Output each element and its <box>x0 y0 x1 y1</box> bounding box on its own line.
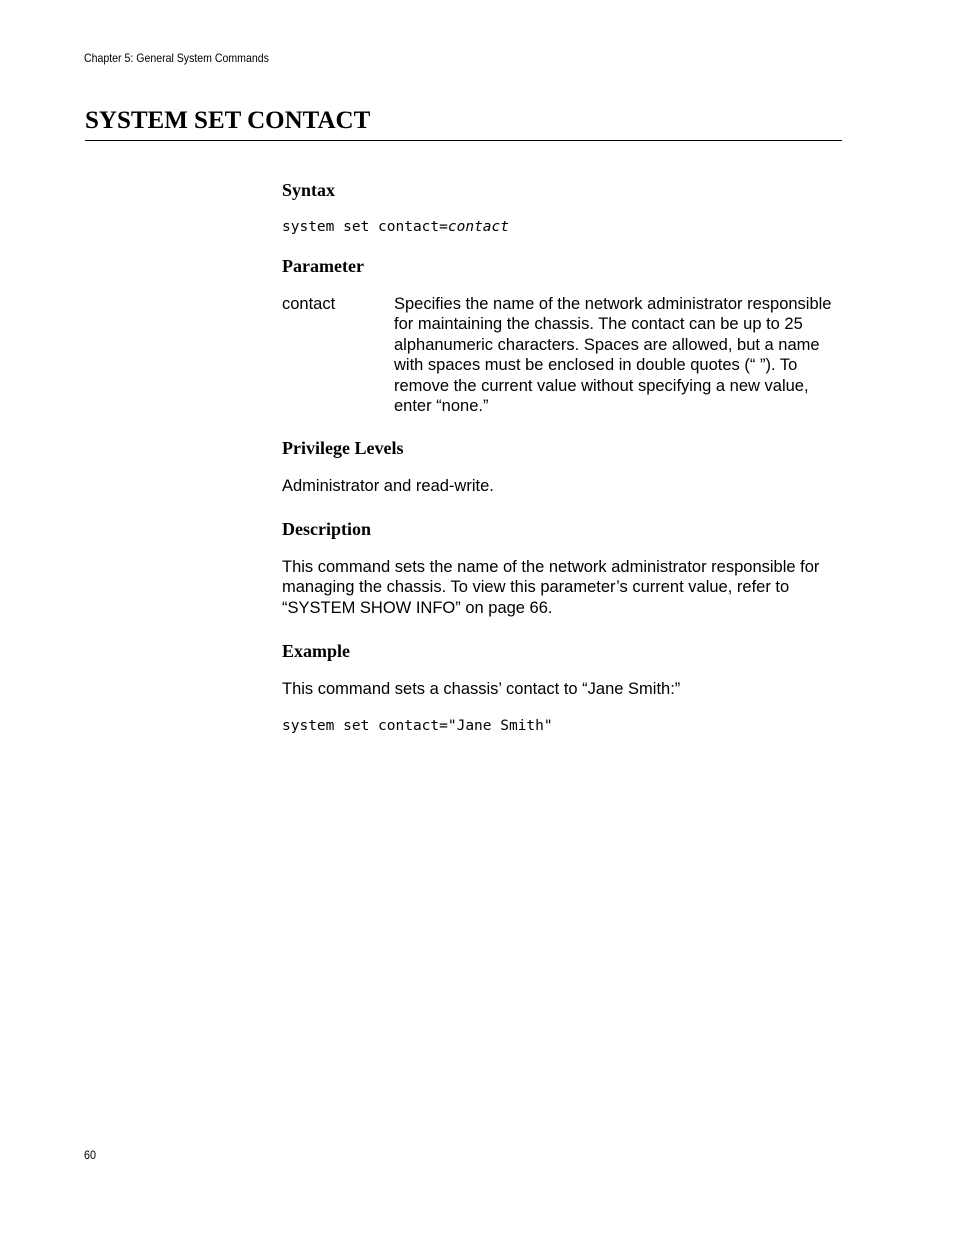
syntax-code <box>282 217 509 237</box>
parameter-heading: Parameter <box>282 256 364 276</box>
page-number: 60 <box>84 1148 97 1162</box>
example-text: This command sets a chassis’ contact to “Jane Smith:” <box>282 680 681 698</box>
example-code: system set contact="Jane Smith" <box>282 718 553 734</box>
syntax-heading: Syntax <box>282 180 336 200</box>
privilege-levels-heading: Privilege Levels <box>282 438 404 458</box>
description-text: This command sets the name of the network administrator responsible for managing the chassis. To view this parameter’s current value, refer to “SYSTEM SHOW INFO” on page 66. <box>282 558 820 617</box>
syntax-code-parameter: contact <box>447 219 509 235</box>
description-heading: Description <box>282 519 371 539</box>
privilege-levels-text: Administrator and read-write. <box>282 477 494 495</box>
title-divider <box>85 140 842 141</box>
parameter-description: Specifies the name of the network administrator responsible for maintaining the chassis. The contact can be up to 25 alphanumeric characters. Spaces are allowed, but a name with spaces must be enclosed in double quotes (“ ”). To remove the current value without specifying a new value, enter “none.” <box>394 295 832 416</box>
parameter-name: contact <box>282 295 336 313</box>
page-title: SYSTEM SET CONTACT <box>85 107 371 134</box>
syntax-code-command: system set contact= <box>282 219 448 235</box>
example-heading: Example <box>282 641 351 661</box>
running-header: Chapter 5: General System Commands <box>84 51 269 65</box>
